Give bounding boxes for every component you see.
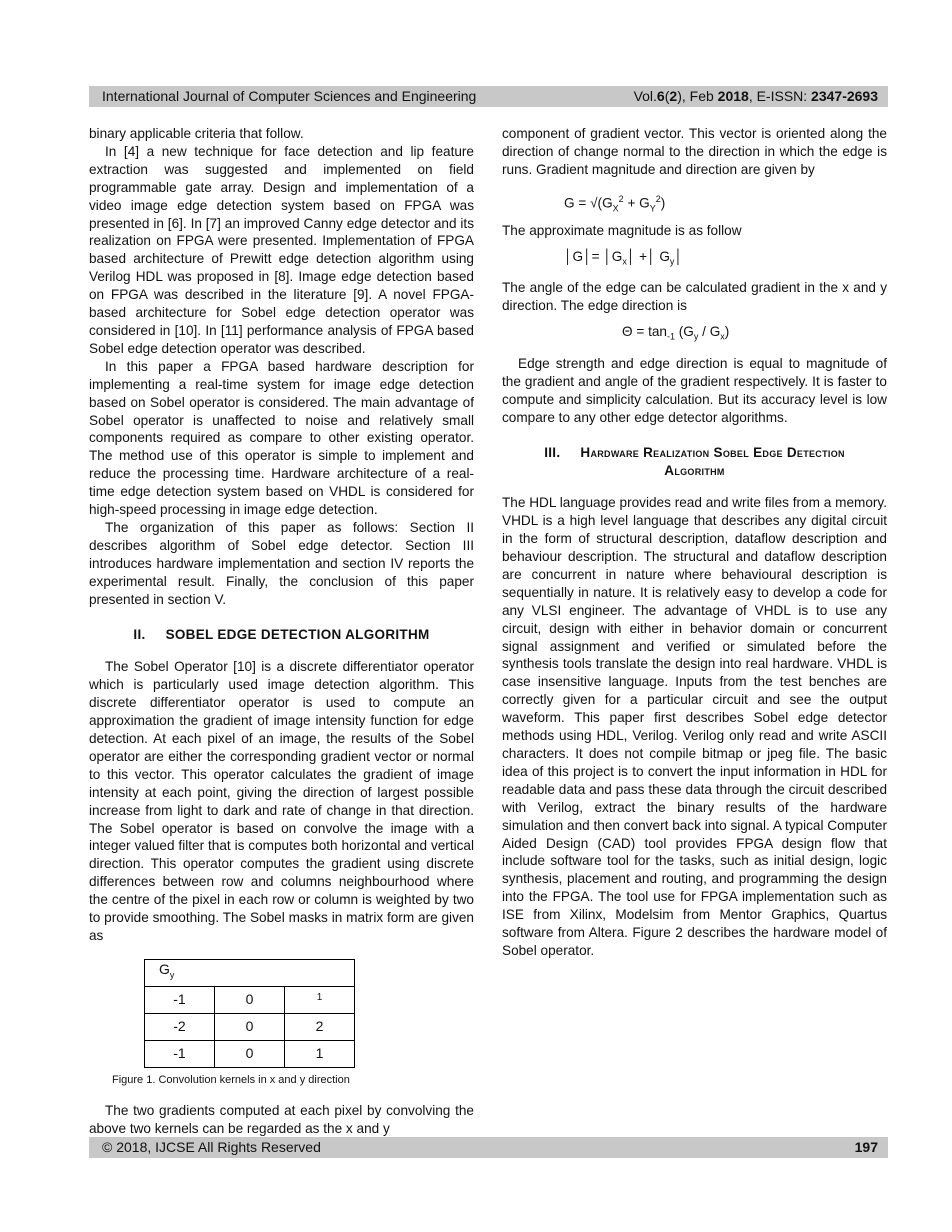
right-column [502,125,887,960]
paragraph: In [4] a new technique for face detection and lip feature extraction was suggested and implemented on field programmable gate array. Design and implementation of a video image edge detection system based on FPGA was presented in [6]. In [7] an improved Canny edge detector and its realization on FPGA were presented. Implementation of FPGA based architecture of Prewitt edge detection algorithm using Verilog HDL was proposed in [8]. Image edge detection based on FPGA was described in the literature [9]. A novel FPGA-based architecture for Sobel edge detection operator was considered in [10]. In [11] performance analysis of FPGA based Sobel edge detection operator was described. [89,143,474,356]
journal-name: International Journal of Computer Sciences and Engineering [102,88,477,104]
page-number: 197 [854,1139,878,1155]
paragraph: The HDL language provides read and write files from a memory. VHDL is a high level language that describes any digital circuit in the form of structural description, dataflow description and behaviour description. The structural and dataflow description are concurrent in nature where behavioural description is sequentially in nature. It is relatively easy to develop a code for any VLSI engineer. The advantage of VHDL is to use any circuit, design with either in behavior domain or concurrent signal assignment and verified or simulated before the synthesis tools translate the design into real hardware. VHDL is case insensitive language. Inputs from the test benches are correctly given for a particular circuit and see the output waveform. This paper first describes Sobel edge detector methods using HDL, Verilog. Verilog only read and write ASCII characters. It does not compile bitmap or jpeg file. The basic idea of this project is to convert the input information in HDL for readable data and pass these data through the circuit described with Verilog, extract the binary results of the hardware simulation and then convert back into signal. A typical Computer Aided Design (CAD) tool provides FPGA design flow that include software tool for the tasks, such as initial design, logic synthesis, placement and routing, and programming the design into the FPGA. The tool use for FPGA implementation such as ISE from Xilinx, Modelsim from Mentor Graphics, Quartus software from Altera. Figure 2 describes the hardware model of Sobel operator. [502,495,887,958]
sobel-kernel-table [144,959,355,1068]
paragraph: component of gradient vector. This vector is oriented along the direction of change normal to the direction in which the edge is runs. Gradient magnitude and direction are given by [502,126,887,177]
page-footer [89,1137,888,1158]
volume-info: Vol.6(2), Feb 2018, E-ISSN: 2347-2693 [633,88,878,104]
table-cell: -2 [145,1013,215,1040]
figure-caption: Figure 1. Convolution kernels in x and y direction [112,1073,350,1086]
table-row [145,1040,355,1067]
approx-magnitude-formula: │G│= $│G_x│$ +│ $G_y│$ [564,248,683,267]
paragraph: binary applicable criteria that follow. [89,126,304,141]
table-cell: -1 [145,986,215,1013]
table-row [145,1013,355,1040]
table-row [145,986,355,1013]
table-cell: 1 [285,1040,355,1067]
paragraph: The two gradients computed at each pixel by convolving the above two kernels can be regarded as the x and y [89,1102,474,1136]
table-cell: 0 [215,1040,285,1067]
paragraph: The organization of this paper as follows: Section II describes algorithm of Sobel edge detector. Section III introduces hardware implementation and section IV reports the experimental result. Finally, the conclusion of this paper presented in section V. [89,519,474,607]
kernel-header: $G_y$ [145,959,355,986]
table-cell: -1 [145,1040,215,1067]
edge-direction-formula: $\Theta = \tan_{-1} (G_y / G_x)$ [622,324,730,342]
paragraph: The angle of the edge can be calculated gradient in the x and y direction. The edge direction is [502,280,887,314]
table-cell: 1 [285,986,355,1013]
table-cell: 0 [215,1013,285,1040]
copyright: © 2018, IJCSE All Rights Reserved [102,1139,321,1155]
left-column [89,125,474,1138]
gradient-magnitude-formula: $G = √(G_X^2 + G_Y^2)$ [564,193,666,213]
paragraph: The Sobel Operator [10] is a discrete differentiator operator which is particularly used image detection algorithm. This discrete differentiator operator is used to compute an approximation the gradient of image intensity function for edge detection. At each pixel of an image, the results of the Sobel operator are either the corresponding gradient vector or normal to this vector. This operator calculates the gradient of image intensity at each point, giving the direction of largest possible increase from light to dark and rate of change in that direction. The Sobel operator is based on convolve the image with a integer valued filter that is computes both horizontal and vertical direction. This operator computes the gradient using discrete differences between row and columns neighbourhood where the centre of the pixel in each row or column is weighted by two to provide smoothing. The Sobel masks in matrix form are given as [89,659,474,943]
table-cell: 0 [215,986,285,1013]
section-heading: III. Hardware Realization Sobel Edge Detection Algorithm [544,445,845,479]
page-header [89,86,888,107]
paragraph: The approximate magnitude is as follow [502,222,742,238]
paragraph: In this paper a FPGA based hardware description for implementing a real-time system for image edge detection based on Sobel operator is considered. The main advantage of Sobel operator is unaffected to noise and relatively small components required as compare to other existing operator. The method use of this operator is simple to implement and reduce the processing time. Hardware architecture of a real-time edge detection system based on VHDL is considered for high-speed processing in image edge detection. [89,358,474,518]
paragraph: Edge strength and edge direction is equal to magnitude of the gradient and angle of the gradient respectively. It is faster to compute and simplicity calculation. But its accuracy level is low compare to any other edge detector algorithms. [502,355,887,425]
table-cell: 2 [285,1013,355,1040]
section-heading: II. SOBEL EDGE DETECTION ALGORITHM [133,627,430,643]
